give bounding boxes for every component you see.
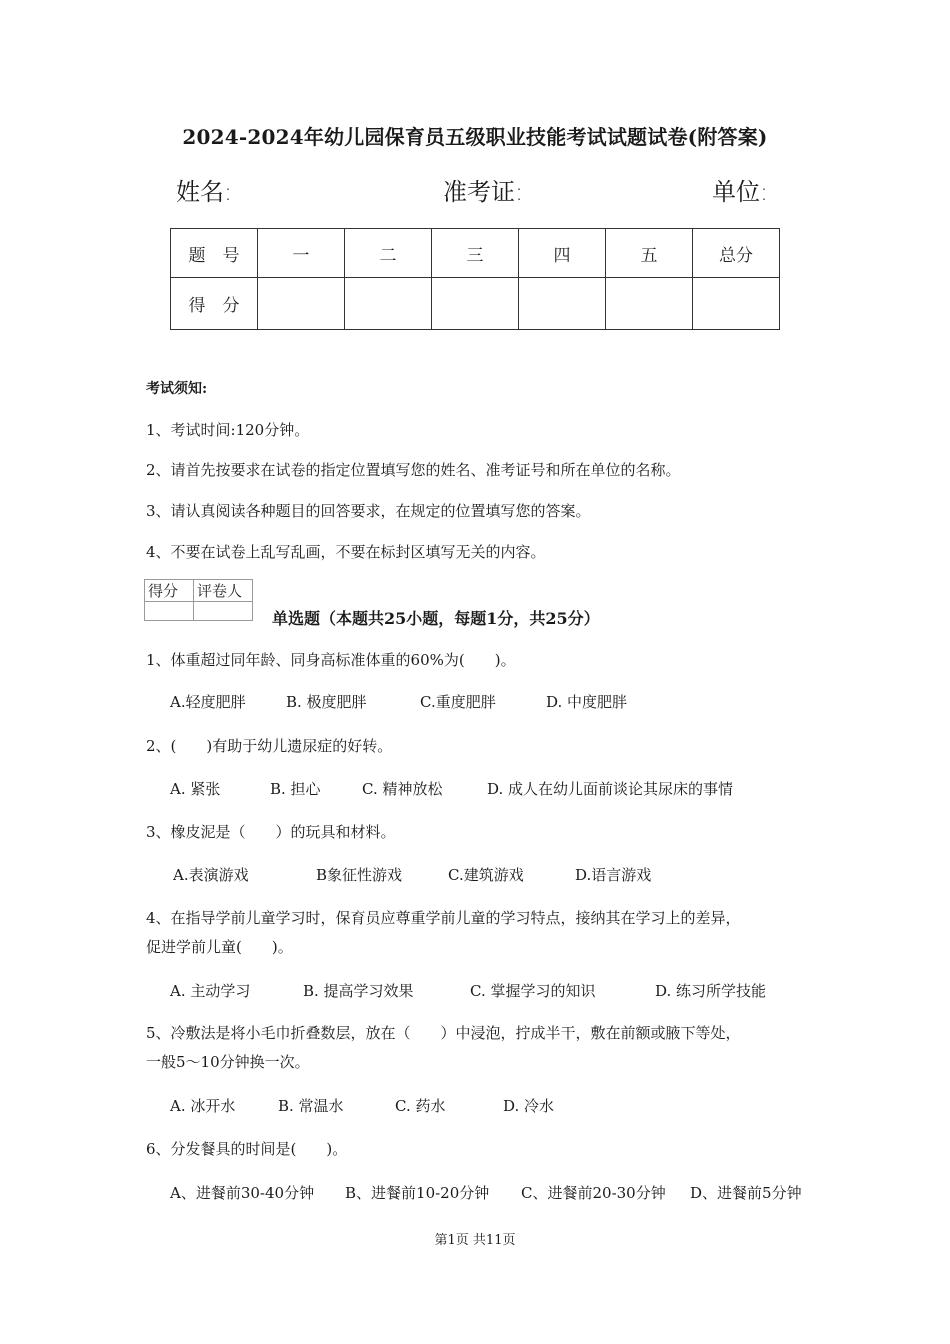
question-option: C. 精神放松 [362, 780, 443, 798]
grader-box [144, 579, 253, 621]
name-label: 姓名: [176, 178, 233, 206]
question-option: D.语言游戏 [575, 866, 652, 884]
question-option: D. 冷水 [503, 1097, 555, 1115]
question-option: D. 中度肥胖 [546, 693, 628, 711]
question-stem: 5、冷敷法是将小毛巾折叠数层，放在（ ）中浸泡，拧成半干，敷在前额或腋下等处， [146, 1024, 741, 1042]
score-cell [519, 278, 606, 330]
notice-heading: 考试须知: [146, 381, 208, 397]
score-table-header-cell: 五 [606, 229, 693, 278]
question-option: C. 药水 [395, 1097, 446, 1115]
score-table-header-cell: 三 [432, 229, 519, 278]
page-footer: 第1页 共11页 [434, 1233, 516, 1248]
question-option: A. 主动学习 [170, 982, 251, 1000]
score-table-score-row [171, 278, 780, 330]
question-option: A.轻度肥胖 [170, 693, 246, 711]
exam-id-label: 准考证: [443, 178, 524, 206]
question-option: A.表演游戏 [173, 866, 249, 884]
question-option: D. 练习所学技能 [655, 982, 767, 1000]
score-cell [693, 278, 780, 330]
notice-item: 2、请首先按要求在试卷的指定位置填写您的姓名、准考证号和所在单位的名称。 [146, 461, 681, 479]
question-stem: 6、分发餐具的时间是( )。 [146, 1140, 348, 1158]
grader-name-cell [194, 602, 253, 621]
notice-item: 4、不要在试卷上乱写乱画，不要在标封区填写无关的内容。 [146, 543, 546, 561]
question-option: D. 成人在幼儿面前谈论其尿床的事情 [487, 780, 734, 798]
question-option: B. 极度肥胖 [286, 693, 367, 711]
page-title: 2024-2024年幼儿园保育员五级职业技能考试试题试卷(附答案) [182, 125, 768, 149]
score-table-header-cell: 二 [345, 229, 432, 278]
score-cell [345, 278, 432, 330]
notice-item: 1、考试时间:120分钟。 [146, 421, 310, 439]
question-stem: 1、体重超过同年龄、同身高标准体重的60%为( )。 [146, 651, 516, 669]
score-cell [432, 278, 519, 330]
question-stem: 3、橡皮泥是（ ）的玩具和材料。 [146, 823, 396, 841]
question-option: B. 常温水 [278, 1097, 344, 1115]
question-option: A. 紧张 [170, 780, 221, 798]
question-option: B. 担心 [270, 780, 321, 798]
score-cell [606, 278, 693, 330]
score-table-header-cell: 一 [258, 229, 345, 278]
question-stem: 4、在指导学前儿童学习时，保育员应尊重学前儿童的学习特点，接纳其在学习上的差异， [146, 909, 741, 927]
score-table-header-cell: 四 [519, 229, 606, 278]
score-table-header-cell: 总分 [693, 229, 780, 278]
grader-name-label: 评卷人 [194, 580, 253, 602]
question-option: C、进餐前20-30分钟 [521, 1184, 666, 1202]
question-option: A、进餐前30-40分钟 [170, 1184, 315, 1202]
unit-label: 单位: [712, 178, 769, 206]
question-stem: 2、( )有助于幼儿遗尿症的好转。 [146, 737, 393, 755]
section-title: 单选题（本题共25小题，每题1分，共25分） [272, 609, 600, 628]
question-option: B象征性游戏 [316, 866, 403, 884]
question-option: C.建筑游戏 [448, 866, 524, 884]
score-table-header-cell: 题 号 [171, 229, 258, 278]
score-cell [258, 278, 345, 330]
question-option: B、进餐前10-20分钟 [345, 1184, 490, 1202]
grader-score-label: 得分 [145, 580, 194, 602]
question-option: A. 冰开水 [170, 1097, 236, 1115]
question-stem-continued: 促进学前儿童( )。 [146, 938, 293, 956]
question-option: C.重度肥胖 [420, 693, 496, 711]
grader-score-cell [145, 602, 194, 621]
score-table [170, 228, 780, 330]
question-option: B. 提高学习效果 [303, 982, 414, 1000]
question-option: C. 掌握学习的知识 [470, 982, 596, 1000]
question-stem-continued: 一般5～10分钟换一次。 [146, 1053, 310, 1071]
notice-item: 3、请认真阅读各种题目的回答要求，在规定的位置填写您的答案。 [146, 502, 591, 520]
score-row-label: 得 分 [171, 278, 258, 330]
score-table-header-row [171, 229, 780, 278]
question-option: D、进餐前5分钟 [690, 1184, 802, 1202]
